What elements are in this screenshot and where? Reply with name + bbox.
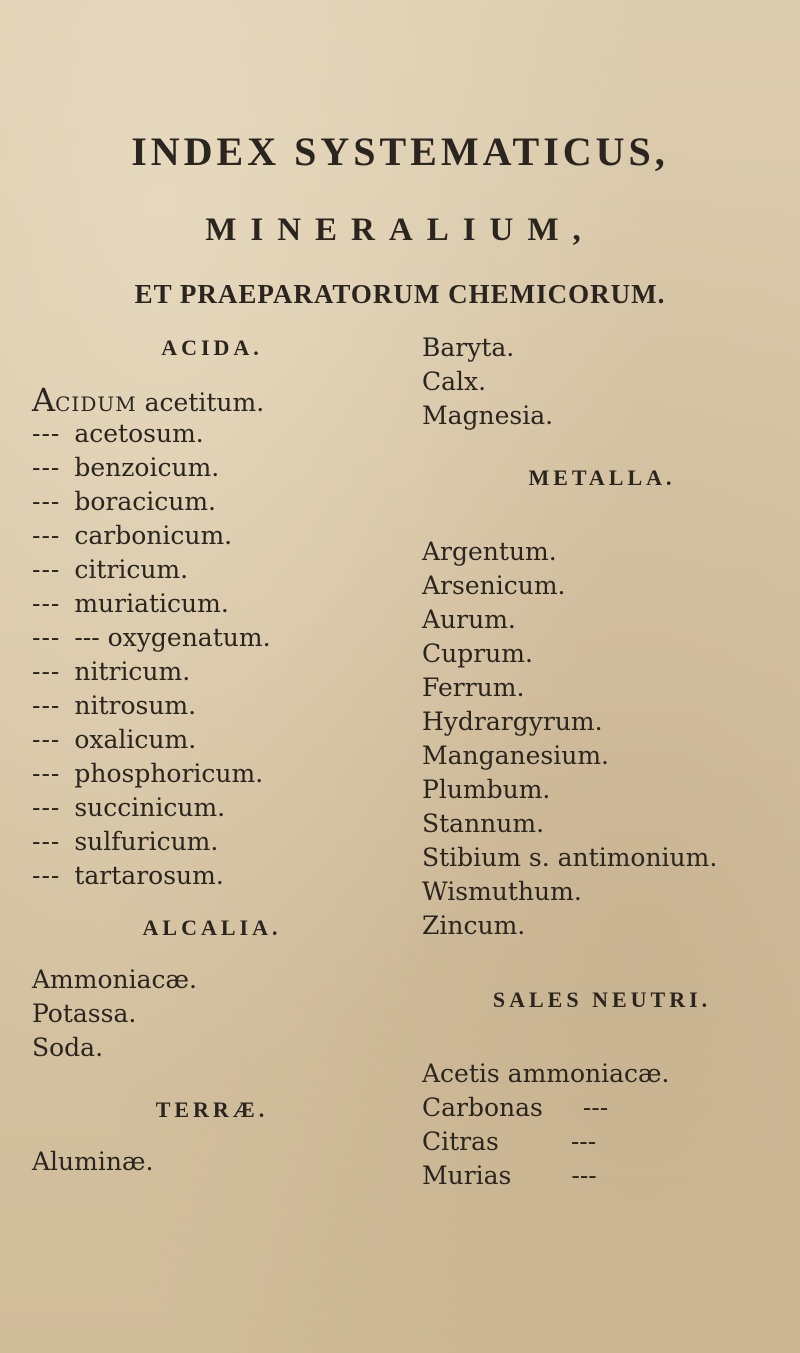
list-item <box>32 621 392 655</box>
item-text: nitrosum. <box>74 691 197 720</box>
list-item <box>32 825 392 859</box>
item-text: muriaticum. <box>74 589 229 618</box>
right-column <box>422 327 782 1193</box>
list-item: Arsenicum. <box>422 571 566 600</box>
list-item: Ferrum. <box>422 673 525 702</box>
drop-cap: A <box>32 381 56 419</box>
item-text: --- oxygenatum. <box>74 623 271 652</box>
ditto-dash: --- <box>32 589 61 618</box>
item-text: Carbonas <box>422 1093 543 1122</box>
list-item <box>32 553 392 587</box>
ditto-dash: --- <box>32 419 61 448</box>
list-item: Plumbum. <box>422 775 551 804</box>
title-praeparatorum: ET PRAEPARATORUM CHEMICORUM. <box>134 279 666 309</box>
title-index-systematicus: INDEX SYSTEMATICUS, <box>131 129 669 174</box>
list-item <box>32 519 392 553</box>
item-text: boracicum. <box>74 487 217 516</box>
item-text: phosphoricum. <box>74 759 264 788</box>
item-text: acetosum. <box>74 419 204 448</box>
section-heading-acida: ACIDA. <box>161 335 263 360</box>
list-item: Hydrargyrum. <box>422 707 603 736</box>
item-text: carbonicum. <box>74 521 233 550</box>
acidum-word: CIDUM <box>55 392 137 416</box>
list-item: Manganesium. <box>422 741 609 770</box>
list-item <box>32 757 392 791</box>
ditto-dash: --- <box>32 555 61 584</box>
ditto-dash: --- <box>32 861 61 890</box>
list-item <box>422 1091 782 1125</box>
ditto-dash: --- <box>32 521 61 550</box>
item-text: oxalicum. <box>74 725 197 754</box>
ditto-dash: --- <box>32 725 61 754</box>
item-text: benzoicum. <box>74 453 220 482</box>
list-item: Soda. <box>32 1033 104 1062</box>
list-item <box>32 655 392 689</box>
ditto-dash: --- <box>32 487 61 516</box>
list-item <box>32 859 392 893</box>
list-item <box>32 723 392 757</box>
title-mineralium: MINERALIUM, <box>205 212 595 248</box>
ditto-dash: --- <box>32 657 61 686</box>
list-item: Calx. <box>422 367 487 396</box>
ditto-dash: --- <box>32 691 61 720</box>
ditto-dash: --- <box>32 793 61 822</box>
item-text: tartarosum. <box>74 861 224 890</box>
list-item <box>32 791 392 825</box>
list-item <box>32 587 392 621</box>
ditto-dash: --- <box>32 827 61 856</box>
list-item: Zincum. <box>422 911 526 940</box>
item-text: sulfuricum. <box>74 827 219 856</box>
ditto-dash: --- <box>570 1127 597 1156</box>
section-heading-metalla: METALLA. <box>528 465 676 490</box>
list-item: Wismuthum. <box>422 877 582 906</box>
section-heading-terrae: TERRÆ. <box>155 1097 269 1122</box>
list-item: Aluminæ. <box>32 1147 154 1176</box>
ditto-dash: --- <box>582 1093 609 1122</box>
list-item <box>32 485 392 519</box>
ditto-dash: --- <box>32 453 61 482</box>
item-text: nitricum. <box>74 657 191 686</box>
ditto-dash: --- <box>571 1161 597 1190</box>
item-text: Murias <box>422 1161 512 1190</box>
list-item: Stannum. <box>422 809 545 838</box>
item-text: succinicum. <box>74 793 226 822</box>
item-text: acetitum. <box>144 388 265 417</box>
section-heading-sales-neutri: SALES NEUTRI. <box>492 987 712 1012</box>
list-item: Cuprum. <box>422 639 533 668</box>
list-item: Stibium s. antimonium. <box>422 843 718 872</box>
item-text: Citras <box>422 1127 499 1156</box>
item-text: citricum. <box>74 555 189 584</box>
ditto-dash: --- <box>32 623 61 652</box>
ditto-dash: --- <box>32 759 61 788</box>
list-item <box>32 451 392 485</box>
list-item: Magnesia. <box>422 401 554 430</box>
list-item: Acetis ammoniacæ. <box>422 1059 670 1088</box>
list-item <box>422 1159 782 1193</box>
list-item: Argentum. <box>422 537 557 566</box>
left-column <box>32 327 392 1179</box>
list-item: Ammoniacæ. <box>32 965 197 994</box>
section-heading-alcalia: ALCALIA. <box>142 915 282 940</box>
list-item <box>32 383 392 417</box>
list-item: Aurum. <box>422 605 516 634</box>
list-item <box>422 1125 782 1159</box>
list-item <box>32 689 392 723</box>
list-item <box>32 417 392 451</box>
list-item: Baryta. <box>422 333 515 362</box>
list-item: Potassa. <box>32 999 137 1028</box>
